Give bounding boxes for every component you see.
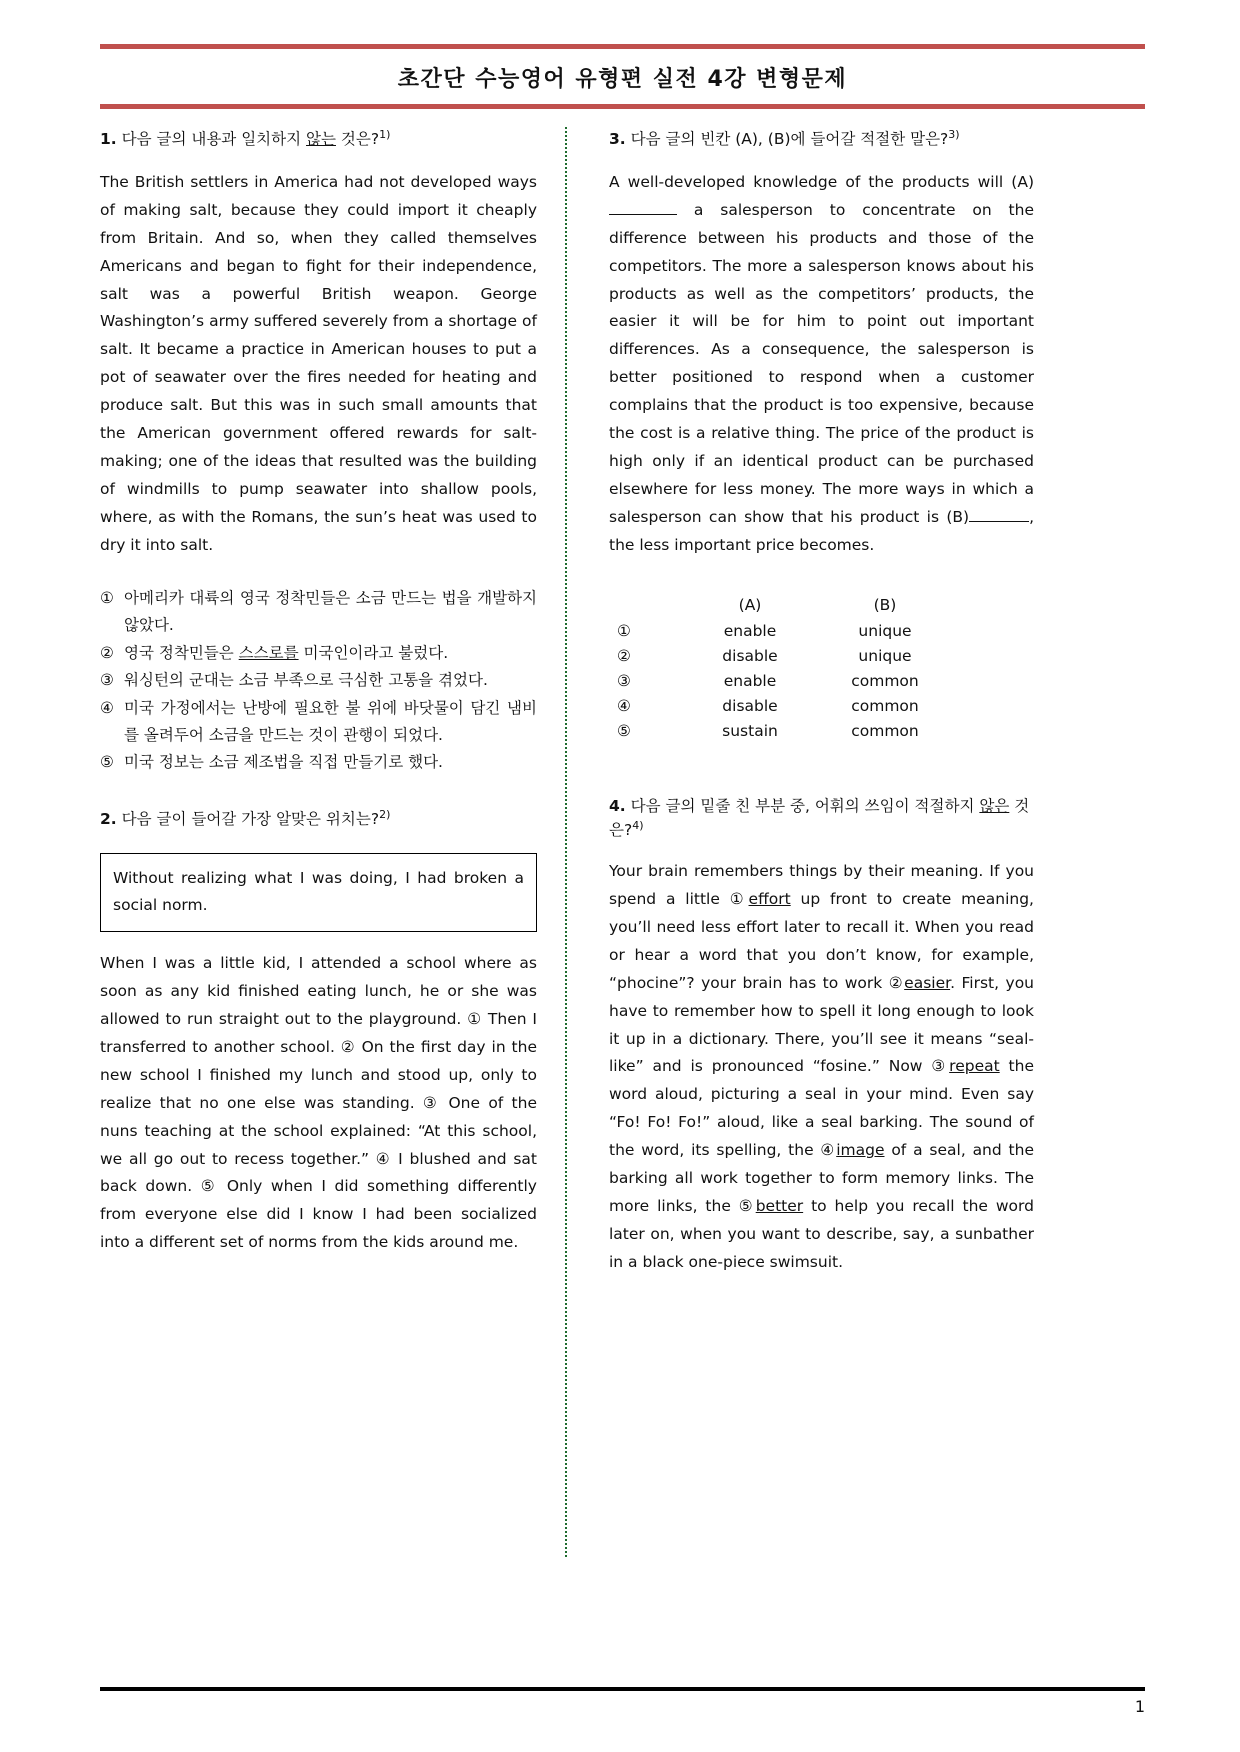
passage-text: . First, you have to remember how to spell it long enough to look it up in a dictionary. There, you’ll see it means “seal-like” and is pronounced “fosine.” Now (609, 973, 1035, 1076)
row-marker: ③ (617, 671, 631, 690)
question-3-passage-part2: a salesperson to concentrate on the difference between his products and those of the competitors. The more a salesperson knows about his products as well as the competitors’ products, the easier it will be for him to point out important differences. As a consequence, the salesperson is better positioned to respond when a customer complains that the product is too expensive, because the cost is a relative thing. The price of the product is high only if an identical product can be purchased elsewhere for less money. The more ways in which a salesperson can show that his product is (B) (609, 200, 1034, 526)
choice-item[interactable] (100, 749, 537, 776)
choice-item[interactable] (100, 640, 537, 667)
table-row[interactable] (609, 619, 1034, 644)
question-4-passage (609, 858, 1034, 1276)
header-col-a: (A) (738, 596, 762, 615)
row-marker: ④ (617, 696, 631, 715)
question-3-heading (609, 127, 1034, 151)
question-4-number: 4. (609, 797, 626, 816)
row-marker: ② (617, 646, 631, 665)
row-value-a: disable (722, 696, 778, 715)
choice-item[interactable] (100, 585, 537, 638)
left-column (100, 127, 555, 1557)
question-2-footnote: 2) (379, 807, 391, 821)
row-value-b: common (851, 722, 919, 741)
choice-marker: ④ (100, 699, 114, 718)
question-4-text-before: 다음 글의 밑줄 친 부분 중, 어휘의 쓰임이 적절하지 (625, 797, 980, 816)
table-header-row (609, 593, 1034, 618)
two-column-body (100, 127, 1145, 1557)
choice-label: 미국 정보는 소금 제조법을 직접 만들기로 했다. (124, 753, 443, 772)
vocab-underlined[interactable]: image (836, 1141, 885, 1160)
passage-text: to help you recall the word later on, when you want to describe, say, a sunbather in a black one-piece swimsuit. (609, 1196, 1034, 1271)
row-marker: ⑤ (617, 722, 631, 741)
row-value-b: unique (858, 621, 912, 640)
choice-marker: ① (100, 589, 114, 608)
choice-item[interactable] (100, 667, 537, 694)
vocab-marker[interactable]: ④ (820, 1141, 837, 1160)
vocab-underlined[interactable]: easier (904, 973, 951, 992)
row-value-a: disable (722, 646, 778, 665)
row-value-a: sustain (722, 722, 778, 741)
question-3-text-before: 다음 글의 빈칸 (A), (B)에 들어갈 적절한 말은? (625, 130, 949, 148)
row-marker: ① (617, 621, 631, 640)
vocab-marker[interactable]: ⑤ (738, 1196, 756, 1215)
question-3-answer-table (609, 593, 1034, 744)
vocab-marker[interactable]: ① (729, 890, 749, 909)
question-1-footnote: 1) (379, 127, 391, 141)
question-1-passage: The British settlers in America had not developed ways of making salt, because they could import it cheaply from Britain. And so, when they called themselves Americans and began to fight for their independence, salt was a powerful British weapon. George Washington’s army suffered severely from a shortage of salt. It became a practice in American houses to put a pot of seawater over the fires needed for heating and produce salt. But this was in such small amounts that the American government offered rewards for salt-making; one of the ideas that resulted was the building of windmills to pump seawater into shallow pools, where, as with the Romans, the sun’s heat was used to dry it into salt. (100, 173, 537, 554)
vocab-marker[interactable]: ② (888, 973, 905, 992)
choice-marker: ② (100, 643, 114, 662)
question-3-passage (609, 169, 1034, 559)
column-divider (565, 127, 567, 1557)
question-1-choices (100, 585, 537, 776)
vocab-underlined[interactable]: effort (748, 890, 791, 909)
row-value-b: common (851, 671, 919, 690)
right-column (579, 127, 1034, 1557)
question-2-text-before: 다음 글이 들어갈 가장 알맞은 위치는? (116, 810, 380, 829)
vocab-underlined[interactable]: better (755, 1196, 804, 1215)
table-row[interactable] (609, 644, 1034, 669)
passage-text: the word aloud, picturing a seal in your mind. Even say “Fo! Fo! Fo!” aloud, like a seal barking. The sound of the word, its spelling, the (609, 1057, 1034, 1160)
choice-text-pre: 영국 정착민들은 (124, 643, 239, 662)
question-1-number: 1. (100, 130, 117, 148)
table-row[interactable] (609, 669, 1034, 694)
page-title: 초간단 수능영어 유형편 실전 4강 변형문제 (397, 67, 848, 92)
row-value-a: enable (723, 621, 777, 640)
header-col-b: (B) (873, 596, 897, 615)
choice-text-post: 미국인이라고 불렀다. (298, 643, 449, 662)
question-3-passage-part3: , the less important price becomes. (609, 507, 1034, 554)
page-number: 1 (1134, 1697, 1145, 1716)
question-3-footnote: 3) (948, 127, 960, 141)
section-spacer (609, 744, 1034, 774)
row-value-b: unique (858, 646, 912, 665)
blank-b (969, 508, 1029, 522)
passage-text: up front to create meaning, you’ll need less effort later to recall it. When you read or hear a word that you don’t know, for example, “phocine”? your brain has to work (609, 890, 1034, 992)
choice-text-underlined: 스스로를 (238, 643, 299, 662)
page-footer (100, 1687, 1145, 1716)
choice-label: 워싱턴의 군대는 소금 부족으로 극심한 고통을 겪었다. (124, 671, 488, 690)
choice-marker: ③ (100, 671, 114, 690)
row-value-b: common (851, 696, 919, 715)
question-1-heading (100, 127, 537, 151)
question-3-passage-part1: A well-developed knowledge of the products will (A) (609, 173, 1034, 192)
choice-label: 아메리카 대륙의 영국 정착민들은 소금 만드는 법을 개발하지 않았다. (124, 589, 537, 635)
choice-label: 미국 가정에서는 난방에 필요한 불 위에 바닷물이 담긴 냄비를 올려두어 소금을 만드는 것이 관행이 되었다. (124, 699, 537, 744)
vocab-marker[interactable]: ③ (931, 1057, 950, 1076)
question-2-boxed-sentence: Without realizing what I was doing, I had broken a social norm. (100, 853, 537, 932)
question-1-text-after: 것은? (335, 130, 380, 148)
header-marker (609, 593, 685, 618)
blank-a (609, 201, 677, 215)
choice-item[interactable] (100, 695, 537, 748)
passage-text: Your brain remembers things by their meaning. If you spend a little (609, 862, 1034, 909)
question-2-number: 2. (100, 810, 117, 829)
section-spacer (609, 774, 1034, 794)
vocab-underlined[interactable]: repeat (949, 1057, 1000, 1076)
table-row[interactable] (609, 694, 1034, 719)
question-4-heading (609, 794, 1034, 842)
row-value-a: enable (723, 671, 777, 690)
choice-marker: ⑤ (100, 753, 114, 772)
question-4-underlined: 않은 (979, 797, 1010, 816)
choice-label (124, 640, 537, 667)
question-2-passage: When I was a little kid, I attended a school where as soon as any kid finished eating lunch, he or she was allowed to run straight out to the playground. ① Then I transferred to another school. ② On the first day in the new school I finished my lunch and stood up, only to realize that no one else was standing. ③ One of the nuns teaching at the school explained: “At this school, we all go out to recess together.” ④ I blushed and sat back down. ⑤ Only when I did something differently from everyone else did I know I had been socialized into a different set of norms from the kids around me. (100, 954, 537, 1252)
table-row[interactable] (609, 719, 1034, 744)
section-spacer (100, 777, 537, 807)
question-1-underlined: 않는 (306, 130, 336, 148)
header-rule-bottom (100, 104, 1145, 109)
passage-text: of a seal, and the barking all work together to form memory links. The more links, the (609, 1141, 1034, 1215)
question-2-heading (100, 807, 537, 831)
question-4-text-after: 것은? (609, 797, 1030, 840)
question-3-number: 3. (609, 130, 626, 148)
question-1-text-before: 다음 글의 내용과 일치하지 (116, 130, 307, 148)
question-4-footnote: 4) (632, 819, 644, 832)
